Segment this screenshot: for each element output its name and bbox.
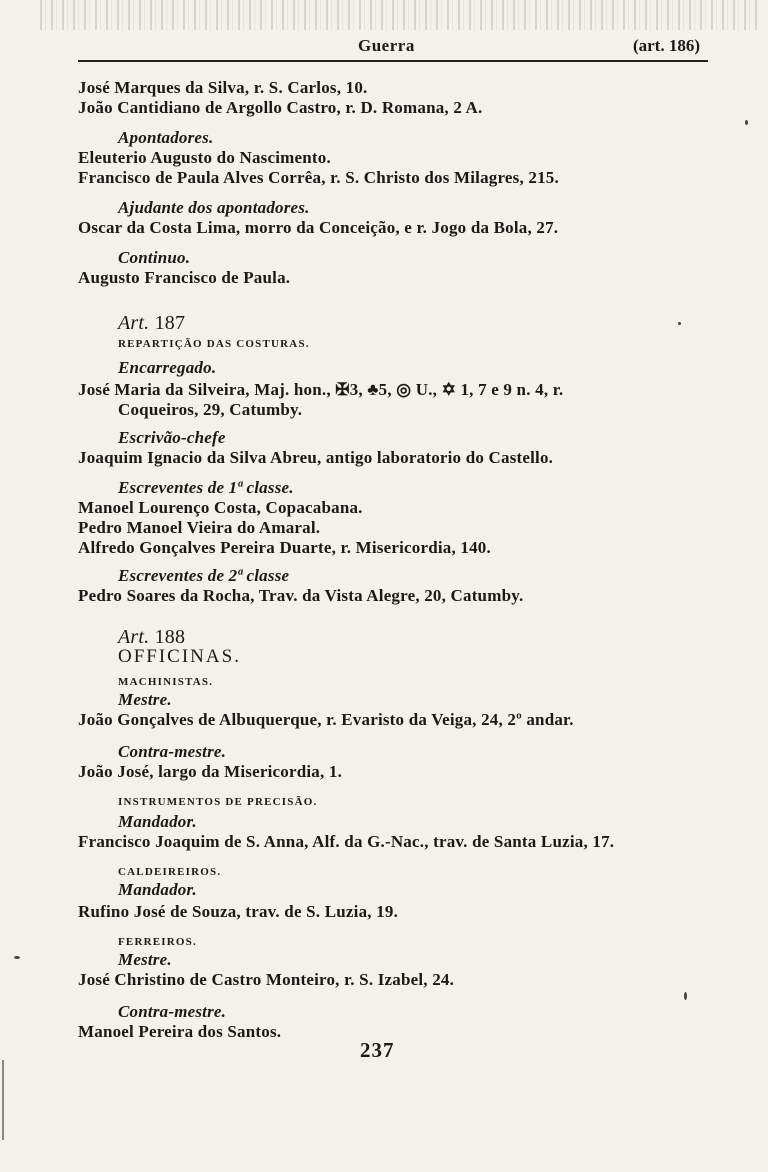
role-heading: Ajudante dos apontadores. — [118, 198, 310, 217]
entry-line: Alfredo Gonçalves Pereira Duarte, r. Misericordia, 140. — [78, 538, 491, 557]
role-heading: Escreventes de 1ª classe. — [118, 478, 294, 497]
subsection-heading: CALDEIREIROS. — [118, 866, 222, 878]
ink-speck — [745, 120, 748, 125]
subsection-heading: INSTRUMENTOS DE PRECISÃO. — [118, 796, 318, 808]
role-heading: Mestre. — [118, 690, 172, 709]
article-number: 187 — [154, 312, 186, 334]
entry-line: José Christino de Castro Monteiro, r. S. Izabel, 24. — [78, 970, 455, 989]
article-label: Art. — [118, 312, 150, 334]
role-heading: Escrivão-chefe — [118, 428, 226, 447]
entry-line: João José, largo da Misericordia, 1. — [78, 762, 343, 781]
ink-speck — [14, 956, 20, 959]
role-heading: Mandador. — [118, 812, 197, 831]
article-label: Art. — [118, 626, 150, 648]
ink-speck — [684, 992, 687, 1000]
role-heading: Contra-mestre. — [118, 742, 227, 761]
header-section: Guerra — [358, 36, 415, 55]
entry-line: Manoel Pereira dos Santos. — [78, 1022, 282, 1041]
entry-line: Joaquim Ignacio da Silva Abreu, antigo laboratorio do Castello. — [78, 448, 554, 467]
role-heading: Encarregado. — [118, 358, 217, 377]
entry-line: Francisco de Paula Alves Corrêa, r. S. Christo dos Milagres, 215. — [78, 168, 559, 187]
page-header — [78, 36, 708, 62]
scan-noise — [40, 0, 760, 30]
entry-line-continued: Coqueiros, 29, Catumby. — [118, 400, 303, 419]
header-article: (art. 186) — [632, 36, 700, 55]
entry-line: João Gonçalves de Albuquerque, r. Evaristo da Veiga, 24, 2º andar. — [78, 710, 574, 729]
subsection-heading: FERREIROS. — [118, 936, 197, 948]
role-heading: Mestre. — [118, 950, 172, 969]
entry-line: Pedro Manoel Vieira do Amaral. — [78, 518, 321, 537]
entry-line: João Cantidiano de Argollo Castro, r. D. Romana, 2 A. — [78, 98, 483, 117]
ink-speck — [678, 322, 681, 325]
entry-line: Rufino José de Souza, trav. de S. Luzia, 19. — [78, 902, 399, 921]
entry-line: Pedro Soares da Rocha, Trav. da Vista Alegre, 20, Catumby. — [78, 586, 524, 605]
section-heading: OFFICINAS. — [118, 646, 241, 667]
entry-line: Francisco Joaquim de S. Anna, Alf. da G.-Nac., trav. de Santa Luzia, 17. — [78, 832, 615, 851]
entry-line: Augusto Francisco de Paula. — [78, 268, 291, 287]
entry-line: José Maria da Silveira, Maj. hon., ✠3, ♣5, ◎ U., ✡ 1, 7 e 9 n. 4, r. — [78, 380, 564, 399]
entry-line: Eleuterio Augusto do Nascimento. — [78, 148, 331, 167]
role-heading: Continuo. — [118, 248, 191, 267]
entry-line: Manoel Lourenço Costa, Copacabana. — [78, 498, 363, 517]
subsection-heading: MACHINISTAS. — [118, 676, 214, 688]
entry-line: Oscar da Costa Lima, morro da Conceição, e r. Jogo da Bola, 27. — [78, 218, 559, 237]
role-heading: Mandador. — [118, 880, 197, 899]
article-heading — [118, 312, 185, 335]
page-edge-mark — [2, 1060, 4, 1140]
section-heading: REPARTIÇÃO DAS COSTURAS. — [118, 338, 310, 350]
article-number: 188 — [154, 626, 186, 648]
role-heading: Apontadores. — [118, 128, 214, 147]
role-heading: Escreventes de 2ª classe — [118, 566, 290, 585]
entry-line: José Marques da Silva, r. S. Carlos, 10. — [78, 78, 368, 97]
role-heading: Contra-mestre. — [118, 1002, 227, 1021]
page-number: 237 — [360, 1038, 395, 1062]
